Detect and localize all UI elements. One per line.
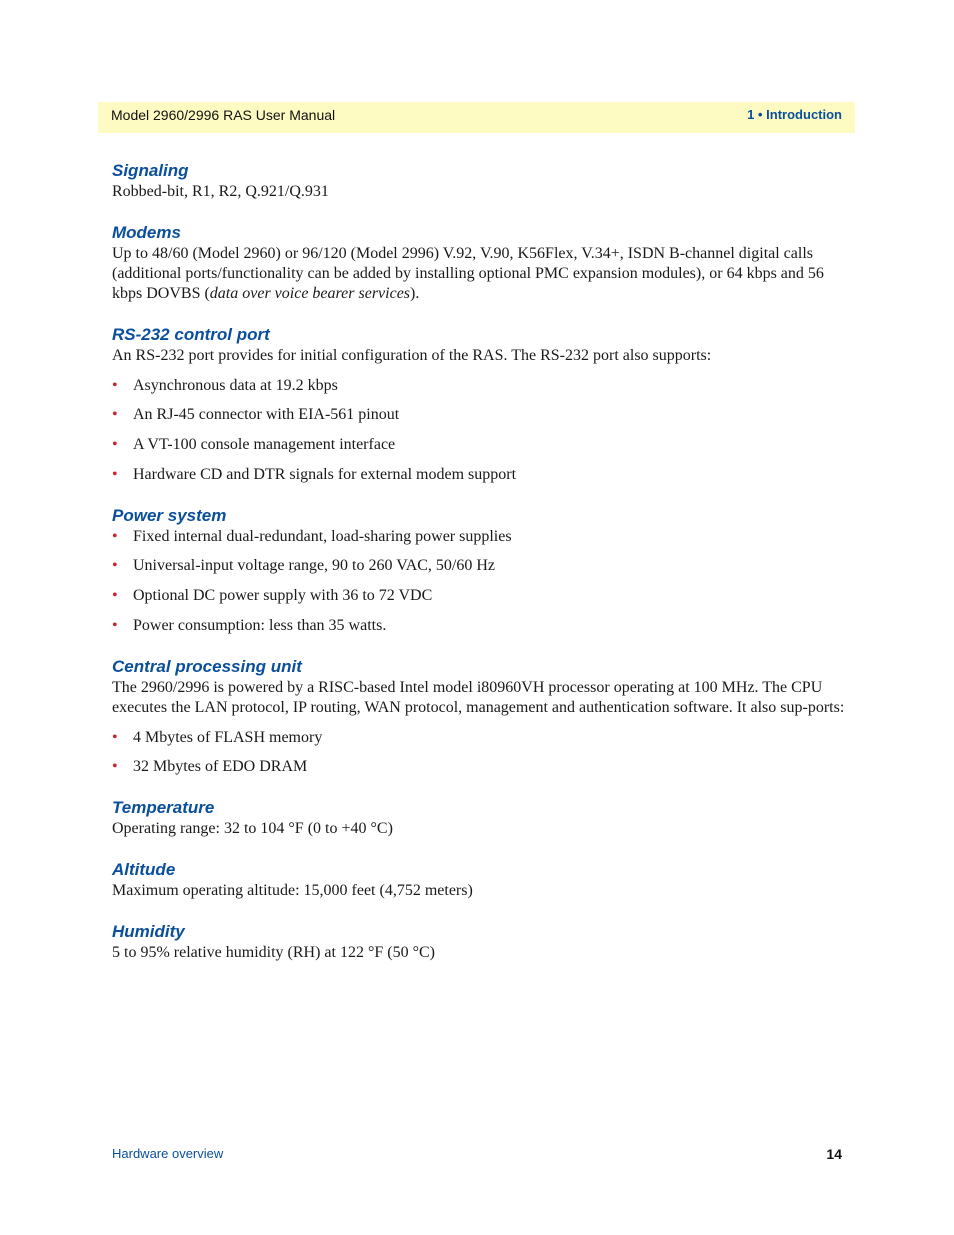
list-item-text: A VT-100 console management interface xyxy=(133,436,396,454)
list-item xyxy=(112,376,847,396)
bullet-icon: • xyxy=(112,406,118,424)
bullet-icon: • xyxy=(112,376,118,394)
list-item-text: Universal-input voltage range, 90 to 260 VAC, 50/60 Hz xyxy=(133,557,496,575)
page-content xyxy=(112,160,847,963)
list-item xyxy=(112,616,847,636)
page-number: 14 xyxy=(826,1146,842,1162)
list-item xyxy=(112,757,847,777)
modems-heading: Modems xyxy=(112,223,181,242)
list-item xyxy=(112,405,847,425)
modems-text-after: ). xyxy=(410,285,420,302)
list-item-text: An RJ-45 connector with EIA-561 pinout xyxy=(133,406,400,424)
rs232-text: An RS-232 port provides for initial configuration of the RAS. The RS-232 port also supports: xyxy=(112,347,712,364)
list-item-text: Fixed internal dual-redundant, load-sharing power supplies xyxy=(133,527,512,545)
altitude-heading: Altitude xyxy=(112,860,176,880)
list-item-text: Asynchronous data at 19.2 kbps xyxy=(133,376,338,394)
modems-text xyxy=(112,244,847,304)
chapter-label: 1 • Introduction xyxy=(747,107,842,122)
rs232-list xyxy=(112,376,847,485)
bullet-icon: • xyxy=(112,758,118,776)
humidity-text: 5 to 95% relative humidity (RH) at 122 °F (50 °C) xyxy=(112,944,435,962)
temperature-heading: Temperature xyxy=(112,798,215,818)
section-modems xyxy=(112,222,847,304)
bullet-icon: • xyxy=(112,557,118,575)
list-item-text: Optional DC power supply with 36 to 72 VDC xyxy=(133,587,433,605)
list-item xyxy=(112,435,847,455)
modems-text-before: Up to 48/60 (Model 2960) or 96/120 (Model 2996) V.92, V.90, K56Flex, V.34+, ISDN B-channel digital calls (additional ports/functionality can be added by installing optional PMC expansion modules), or 64 kbps and 56 kbps DOVBS ( xyxy=(112,245,824,302)
section-cpu xyxy=(112,656,847,777)
bullet-icon: • xyxy=(112,587,118,605)
section-humidity xyxy=(112,921,847,963)
list-item-text: Hardware CD and DTR signals for external modem support xyxy=(133,465,517,483)
section-rs232 xyxy=(112,324,847,485)
list-item-text: 32 Mbytes of EDO DRAM xyxy=(133,758,308,776)
cpu-text: The 2960/2996 is powered by a RISC-based Intel model i80960VH processor operating at 100 MHz. The CPU executes the LAN protocol, IP routing, WAN protocol, management and authentication software. It also sup-ports: xyxy=(112,678,845,716)
power-list xyxy=(112,527,847,636)
section-signaling xyxy=(112,160,847,202)
signaling-text: Robbed-bit, R1, R2, Q.921/Q.931 xyxy=(112,183,329,200)
list-item xyxy=(112,728,847,748)
cpu-heading: Central processing unit xyxy=(112,656,302,676)
altitude-text: Maximum operating altitude: 15,000 feet (4,752 meters) xyxy=(112,882,473,900)
list-item xyxy=(112,465,847,485)
signaling-heading: Signaling xyxy=(112,161,189,180)
manual-title: Model 2960/2996 RAS User Manual xyxy=(111,107,336,123)
bullet-icon: • xyxy=(112,616,118,634)
power-heading: Power system xyxy=(112,505,227,525)
humidity-heading: Humidity xyxy=(112,922,185,942)
list-item xyxy=(112,556,847,576)
rs232-heading: RS-232 control port xyxy=(112,325,270,344)
bullet-icon: • xyxy=(112,527,118,545)
footer-section-name: Hardware overview xyxy=(112,1146,224,1161)
cpu-list xyxy=(112,728,847,778)
section-altitude xyxy=(112,859,847,901)
bullet-icon: • xyxy=(112,465,118,483)
list-item-text: Power consumption: less than 35 watts. xyxy=(133,616,387,634)
section-power xyxy=(112,505,847,636)
bullet-icon: • xyxy=(112,728,118,746)
section-temperature xyxy=(112,797,847,839)
modems-text-italic: data over voice bearer services xyxy=(209,285,411,302)
temperature-text: Operating range: 32 to 104 °F (0 to +40 °C) xyxy=(112,820,393,838)
list-item xyxy=(112,586,847,606)
list-item xyxy=(112,527,847,547)
list-item-text: 4 Mbytes of FLASH memory xyxy=(133,728,323,746)
bullet-icon: • xyxy=(112,436,118,454)
